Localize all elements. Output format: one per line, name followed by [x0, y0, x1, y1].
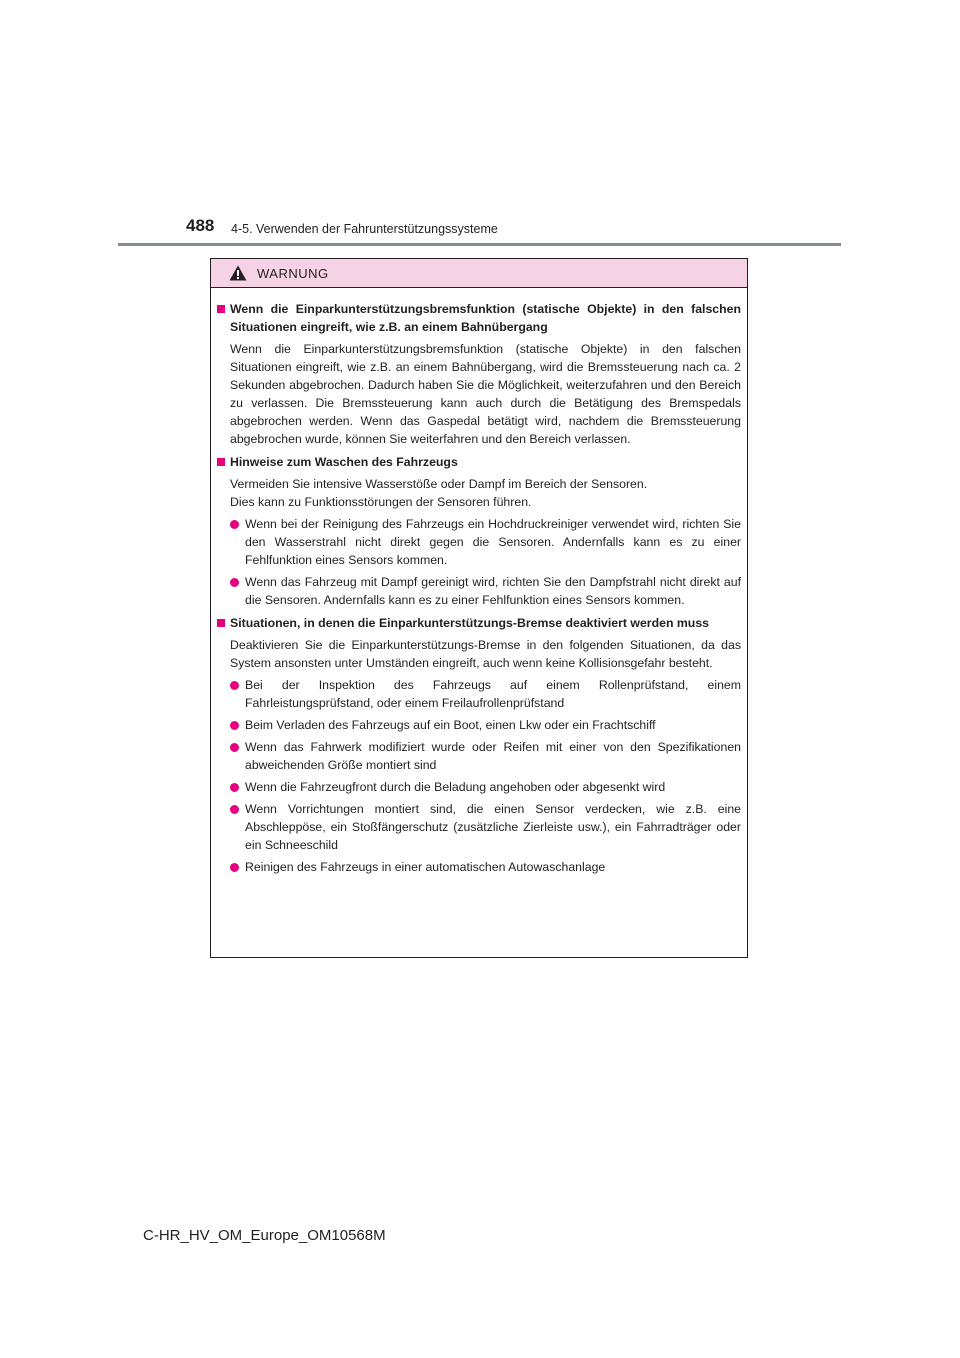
list-item-text: Wenn bei der Reinigung des Fahrzeugs ein Hochdruckreiniger verwendet wird, richten Sie den Wasserstrahl nicht direkt gegen die Sensoren. Andernfalls kann es zu einer Fehlfunktion eines Sensors kommen.: [245, 517, 741, 567]
round-bullet-icon: [230, 743, 239, 752]
list-item: [217, 800, 741, 854]
warning-header: [211, 259, 747, 288]
section-title: 4-5. Verwenden der Fahrunterstützungssysteme: [231, 222, 498, 236]
square-bullet-icon: [217, 458, 225, 466]
round-bullet-icon: [230, 805, 239, 814]
list-item: [217, 676, 741, 712]
list-item-text: Wenn das Fahrzeug mit Dampf gereinigt wird, richten Sie den Dampfstrahl nicht direkt auf die Sensoren. Andernfalls kann es zu einer Fehlfunktion eines Sensors kommen.: [245, 575, 741, 607]
warning-body: [211, 288, 747, 876]
list-item: [217, 716, 741, 734]
square-bullet-icon: [217, 305, 225, 313]
paragraph: Wenn die Einparkunterstützungsbremsfunktion (statische Objekte) in den falschen Situationen eingreift, wie z.B. an einem Bahnübergang, wird die Bremssteuerung nach ca. 2 Sekunden abgebrochen. Dadurch haben Sie die Möglichkeit, weiterzufahren und den Bereich zu verlassen. Die Bremssteuerung kann auch durch die Betätigung des Bremspedals abgebrochen werden. Wenn das Gaspedal betätigt wird, nachdem die Bremssteuerung abgebrochen wurde, können Sie weiterfahren und den Bereich verlassen.: [230, 342, 741, 446]
round-bullet-icon: [230, 783, 239, 792]
list-item-text: Reinigen des Fahrzeugs in einer automatischen Autowaschanlage: [245, 860, 606, 874]
list-item: [217, 573, 741, 609]
square-bullet-icon: [217, 619, 225, 627]
list-item-text: Bei der Inspektion des Fahrzeugs auf einem Rollenprüfstand, einem Fahrleistungsprüfstand, oder einem Freilaufrollenprüfstand: [245, 678, 741, 710]
header-divider: [118, 243, 841, 246]
list-item: [217, 778, 741, 796]
paragraph: Vermeiden Sie intensive Wasserstöße oder Dampf im Bereich der Sensoren.: [230, 477, 648, 491]
section-heading: [217, 614, 741, 632]
document-id: C-HR_HV_OM_Europe_OM10568M: [143, 1227, 386, 1244]
paragraph: Dies kann zu Funktionsstörungen der Sensoren führen.: [230, 495, 532, 509]
list-item: [217, 738, 741, 774]
list-item-text: Wenn die Fahrzeugfront durch die Beladung angehoben oder abgesenkt wird: [245, 780, 666, 794]
section-heading: [217, 300, 741, 336]
warning-triangle-icon: [229, 265, 247, 281]
round-bullet-icon: [230, 863, 239, 872]
page-number: 488: [186, 216, 215, 235]
list-item: [217, 858, 741, 876]
warning-section: [217, 614, 741, 876]
round-bullet-icon: [230, 520, 239, 529]
warning-title: WARNUNG: [257, 265, 329, 281]
section-heading-text: Hinweise zum Waschen des Fahrzeugs: [230, 455, 458, 469]
section-heading: [217, 453, 741, 471]
round-bullet-icon: [230, 578, 239, 587]
round-bullet-icon: [230, 721, 239, 730]
warning-section: [217, 300, 741, 448]
paragraph: Deaktivieren Sie die Einparkunterstützungs-Bremse in den folgenden Situationen, da das System ansonsten unter Umständen eingreift, auch wenn keine Kollisionsgefahr besteht.: [230, 638, 741, 670]
list-item: [217, 515, 741, 569]
section-heading-text: Wenn die Einparkunterstützungsbremsfunktion (statische Objekte) in den falschen Situationen eingreift, wie z.B. an einem Bahnübergang: [230, 302, 741, 334]
list-item-text: Beim Verladen des Fahrzeugs auf ein Boot, einen Lkw oder ein Frachtschiff: [245, 718, 656, 732]
round-bullet-icon: [230, 681, 239, 690]
warning-section: [217, 453, 741, 609]
list-item-text: Wenn das Fahrwerk modifiziert wurde oder Reifen mit einer von den Spezifikationen abweichenden Größe montiert sind: [245, 740, 741, 772]
list-item-text: Wenn Vorrichtungen montiert sind, die einen Sensor verdecken, wie z.B. eine Abschleppöse, ein Stoßfängerschutz (zusätzliche Zierleiste usw.), ein Fahrradträger oder ein Schneeschild: [245, 802, 741, 852]
warning-box: [210, 258, 748, 958]
section-heading-text: Situationen, in denen die Einparkunterstützungs-Bremse deaktiviert werden muss: [230, 616, 709, 630]
